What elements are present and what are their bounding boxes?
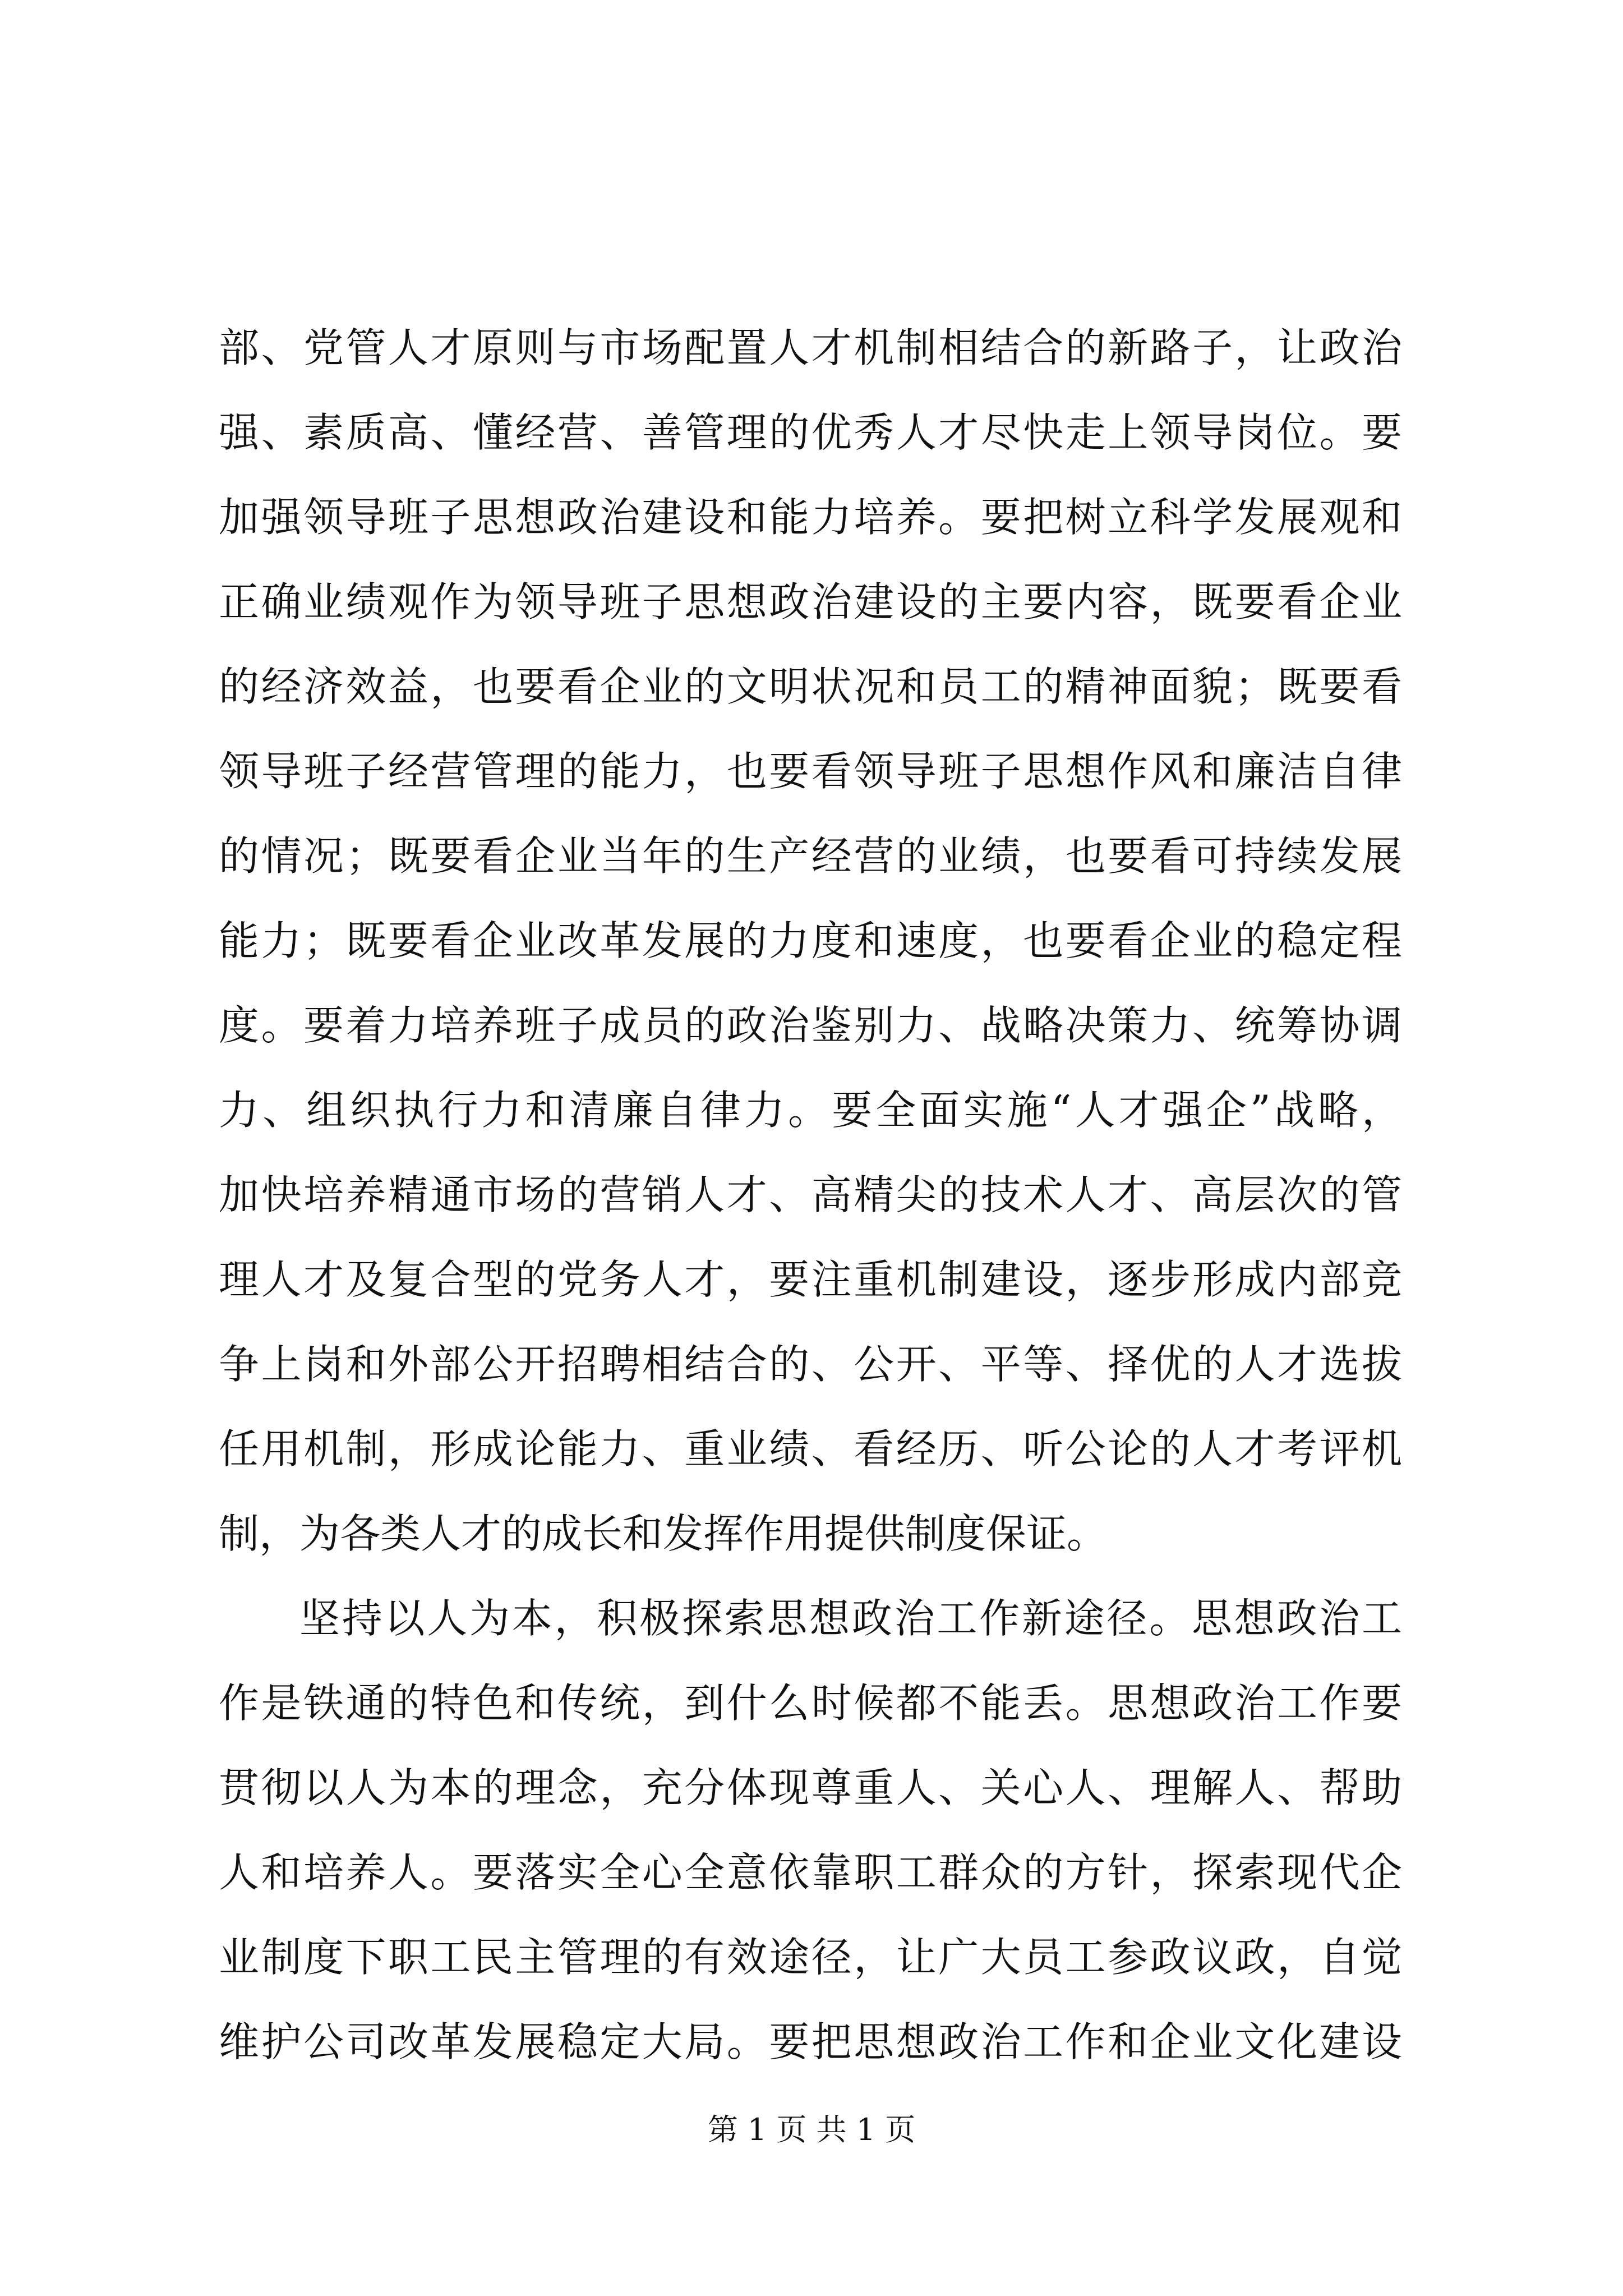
text-line: 部、党管人才原则与市场配置人才机制相结合的新路子，让政治 <box>219 324 1402 371</box>
text-line: 加快培养精通市场的营销人才、高精尖的技术人才、高层次的管 <box>219 1171 1402 1218</box>
text-line: 的经济效益，也要看企业的文明状况和员工的精神面貌；既要看 <box>219 663 1402 710</box>
paragraph-end-line: 制，为各类人才的成长和发挥作用提供制度保证。 <box>219 1510 1108 1557</box>
text-line: 业制度下职工民主管理的有效途径，让广大员工参政议政，自觉 <box>219 1934 1402 1981</box>
text-line: 强、素质高、懂经营、善管理的优秀人才尽快走上领导岗位。要 <box>219 409 1402 456</box>
text-line: 的情况；既要看企业当年的生产经营的业绩，也要看可持续发展 <box>219 832 1402 880</box>
body-text <box>219 306 1402 2085</box>
text-line: 维护公司改革发展稳定大局。要把思想政治工作和企业文化建设 <box>219 2018 1402 2065</box>
text-line: 贯彻以人为本的理念，充分体现尊重人、关心人、理解人、帮助 <box>219 1764 1402 1811</box>
text-line: 领导班子经营管理的能力，也要看领导班子思想作风和廉洁自律 <box>219 748 1402 795</box>
page-number-footer: 第 1 页 共 1 页 <box>707 2112 916 2147</box>
text-line: 加强领导班子思想政治建设和能力培养。要把树立科学发展观和 <box>219 494 1402 541</box>
text-line: 理人才及复合型的党务人才，要注重机制建设，逐步形成内部竞 <box>219 1256 1402 1303</box>
text-line: 争上岗和外部公开招聘相结合的、公开、平等、择优的人才选拔 <box>219 1341 1402 1388</box>
text-line: 作是铁通的特色和传统，到什么时候都不能丢。思想政治工作要 <box>219 1680 1402 1727</box>
text-line: 正确业绩观作为领导班子思想政治建设的主要内容，既要看企业 <box>219 578 1402 625</box>
text-line: 度。要着力培养班子成员的政治鉴别力、战略决策力、统筹协调 <box>219 1002 1402 1049</box>
text-line: 人和培养人。要落实全心全意依靠职工群众的方针，探索现代企 <box>219 1849 1402 1896</box>
text-line: 任用机制，形成论能力、重业绩、看经历、听公论的人才考评机 <box>219 1425 1402 1473</box>
text-line: 能力；既要看企业改革发展的力度和速度，也要看企业的稳定程 <box>219 917 1402 964</box>
paragraph-start-line: 坚持以人为本，积极探索思想政治工作新途径。思想政治工 <box>299 1595 1402 1642</box>
text-line: 力、组织执行力和清廉自律力。要全面实施“人才强企”战略， <box>219 1087 1402 1134</box>
